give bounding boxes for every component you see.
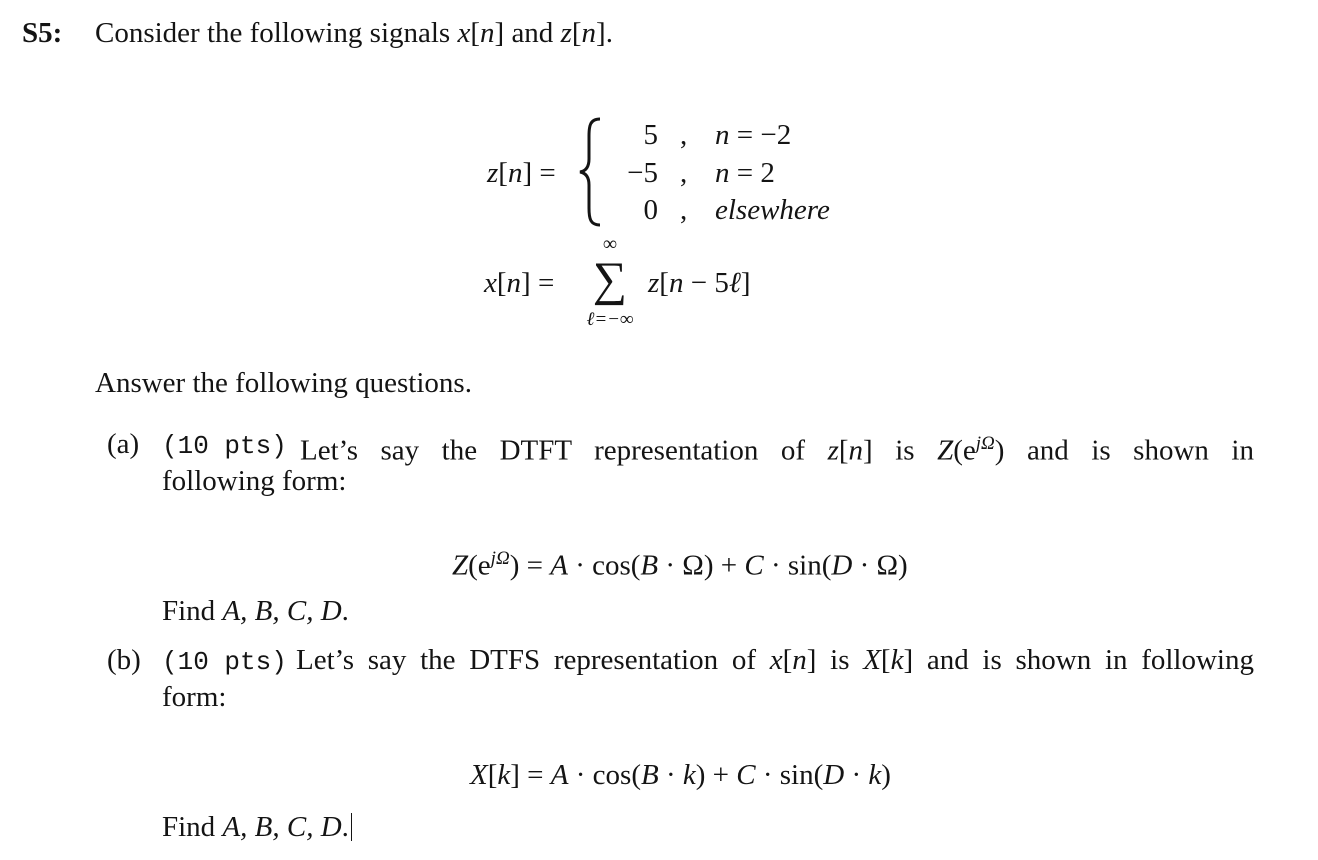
instructions: Answer the following questions. bbox=[95, 367, 472, 399]
case-value: 5 bbox=[643, 119, 658, 151]
sum-lower-limit: ℓ=−∞ bbox=[586, 309, 634, 330]
case-condition: elsewhere bbox=[715, 194, 830, 226]
part-b-points: (10 pts) bbox=[162, 647, 287, 677]
part-b-equation: X[k] = A · cos(B · k) + C · sin(D · k) bbox=[470, 759, 891, 791]
sum-upper-limit: ∞ bbox=[602, 233, 618, 255]
left-brace-icon bbox=[576, 116, 608, 228]
part-a-line2: following form: bbox=[162, 465, 347, 497]
part-b-label: (b) bbox=[107, 644, 141, 676]
problem-intro: Consider the following signals x[n] and z[n]. bbox=[95, 17, 613, 49]
case-value: 0 bbox=[643, 194, 658, 226]
part-a-find: Find A, B, C, D. bbox=[162, 595, 349, 627]
case-comma: , bbox=[680, 157, 688, 189]
part-b-line1 bbox=[162, 643, 287, 679]
sum-body: z[n − 5ℓ] bbox=[648, 267, 751, 299]
case-comma: , bbox=[680, 194, 688, 226]
part-b-text: Let’s say the DTFS representation of x[n] is X[k] and is shown in following bbox=[296, 644, 1254, 676]
case-condition: n = 2 bbox=[715, 157, 775, 189]
case-condition: n = −2 bbox=[715, 119, 792, 151]
part-a-equation: $Z(e^{j\Omega}) = A \cdot \cos(B \cdot \Omega) + C \cdot \sin(D \cdot \Omega)$ bbox=[452, 548, 908, 582]
case-comma: , bbox=[680, 119, 688, 151]
z-definition-lhs: z[n] = bbox=[487, 157, 556, 189]
problem-label: S5: bbox=[22, 17, 63, 49]
text-cursor bbox=[351, 813, 352, 841]
part-b-line2: form: bbox=[162, 681, 227, 713]
part-a-text: Let’s say the DTFT representation of z[n] is $Z(e^{j\Omega})$ and is shown in bbox=[300, 433, 1254, 467]
part-a-label: (a) bbox=[107, 428, 140, 460]
x-definition-lhs: x[n] = bbox=[484, 267, 555, 299]
summation-icon: ∑ bbox=[592, 253, 628, 306]
case-value: −5 bbox=[627, 157, 658, 189]
part-a-line1 bbox=[162, 427, 287, 463]
part-b-find: Find A, B, C, D. bbox=[162, 810, 352, 844]
part-a-points: (10 pts) bbox=[162, 431, 287, 461]
